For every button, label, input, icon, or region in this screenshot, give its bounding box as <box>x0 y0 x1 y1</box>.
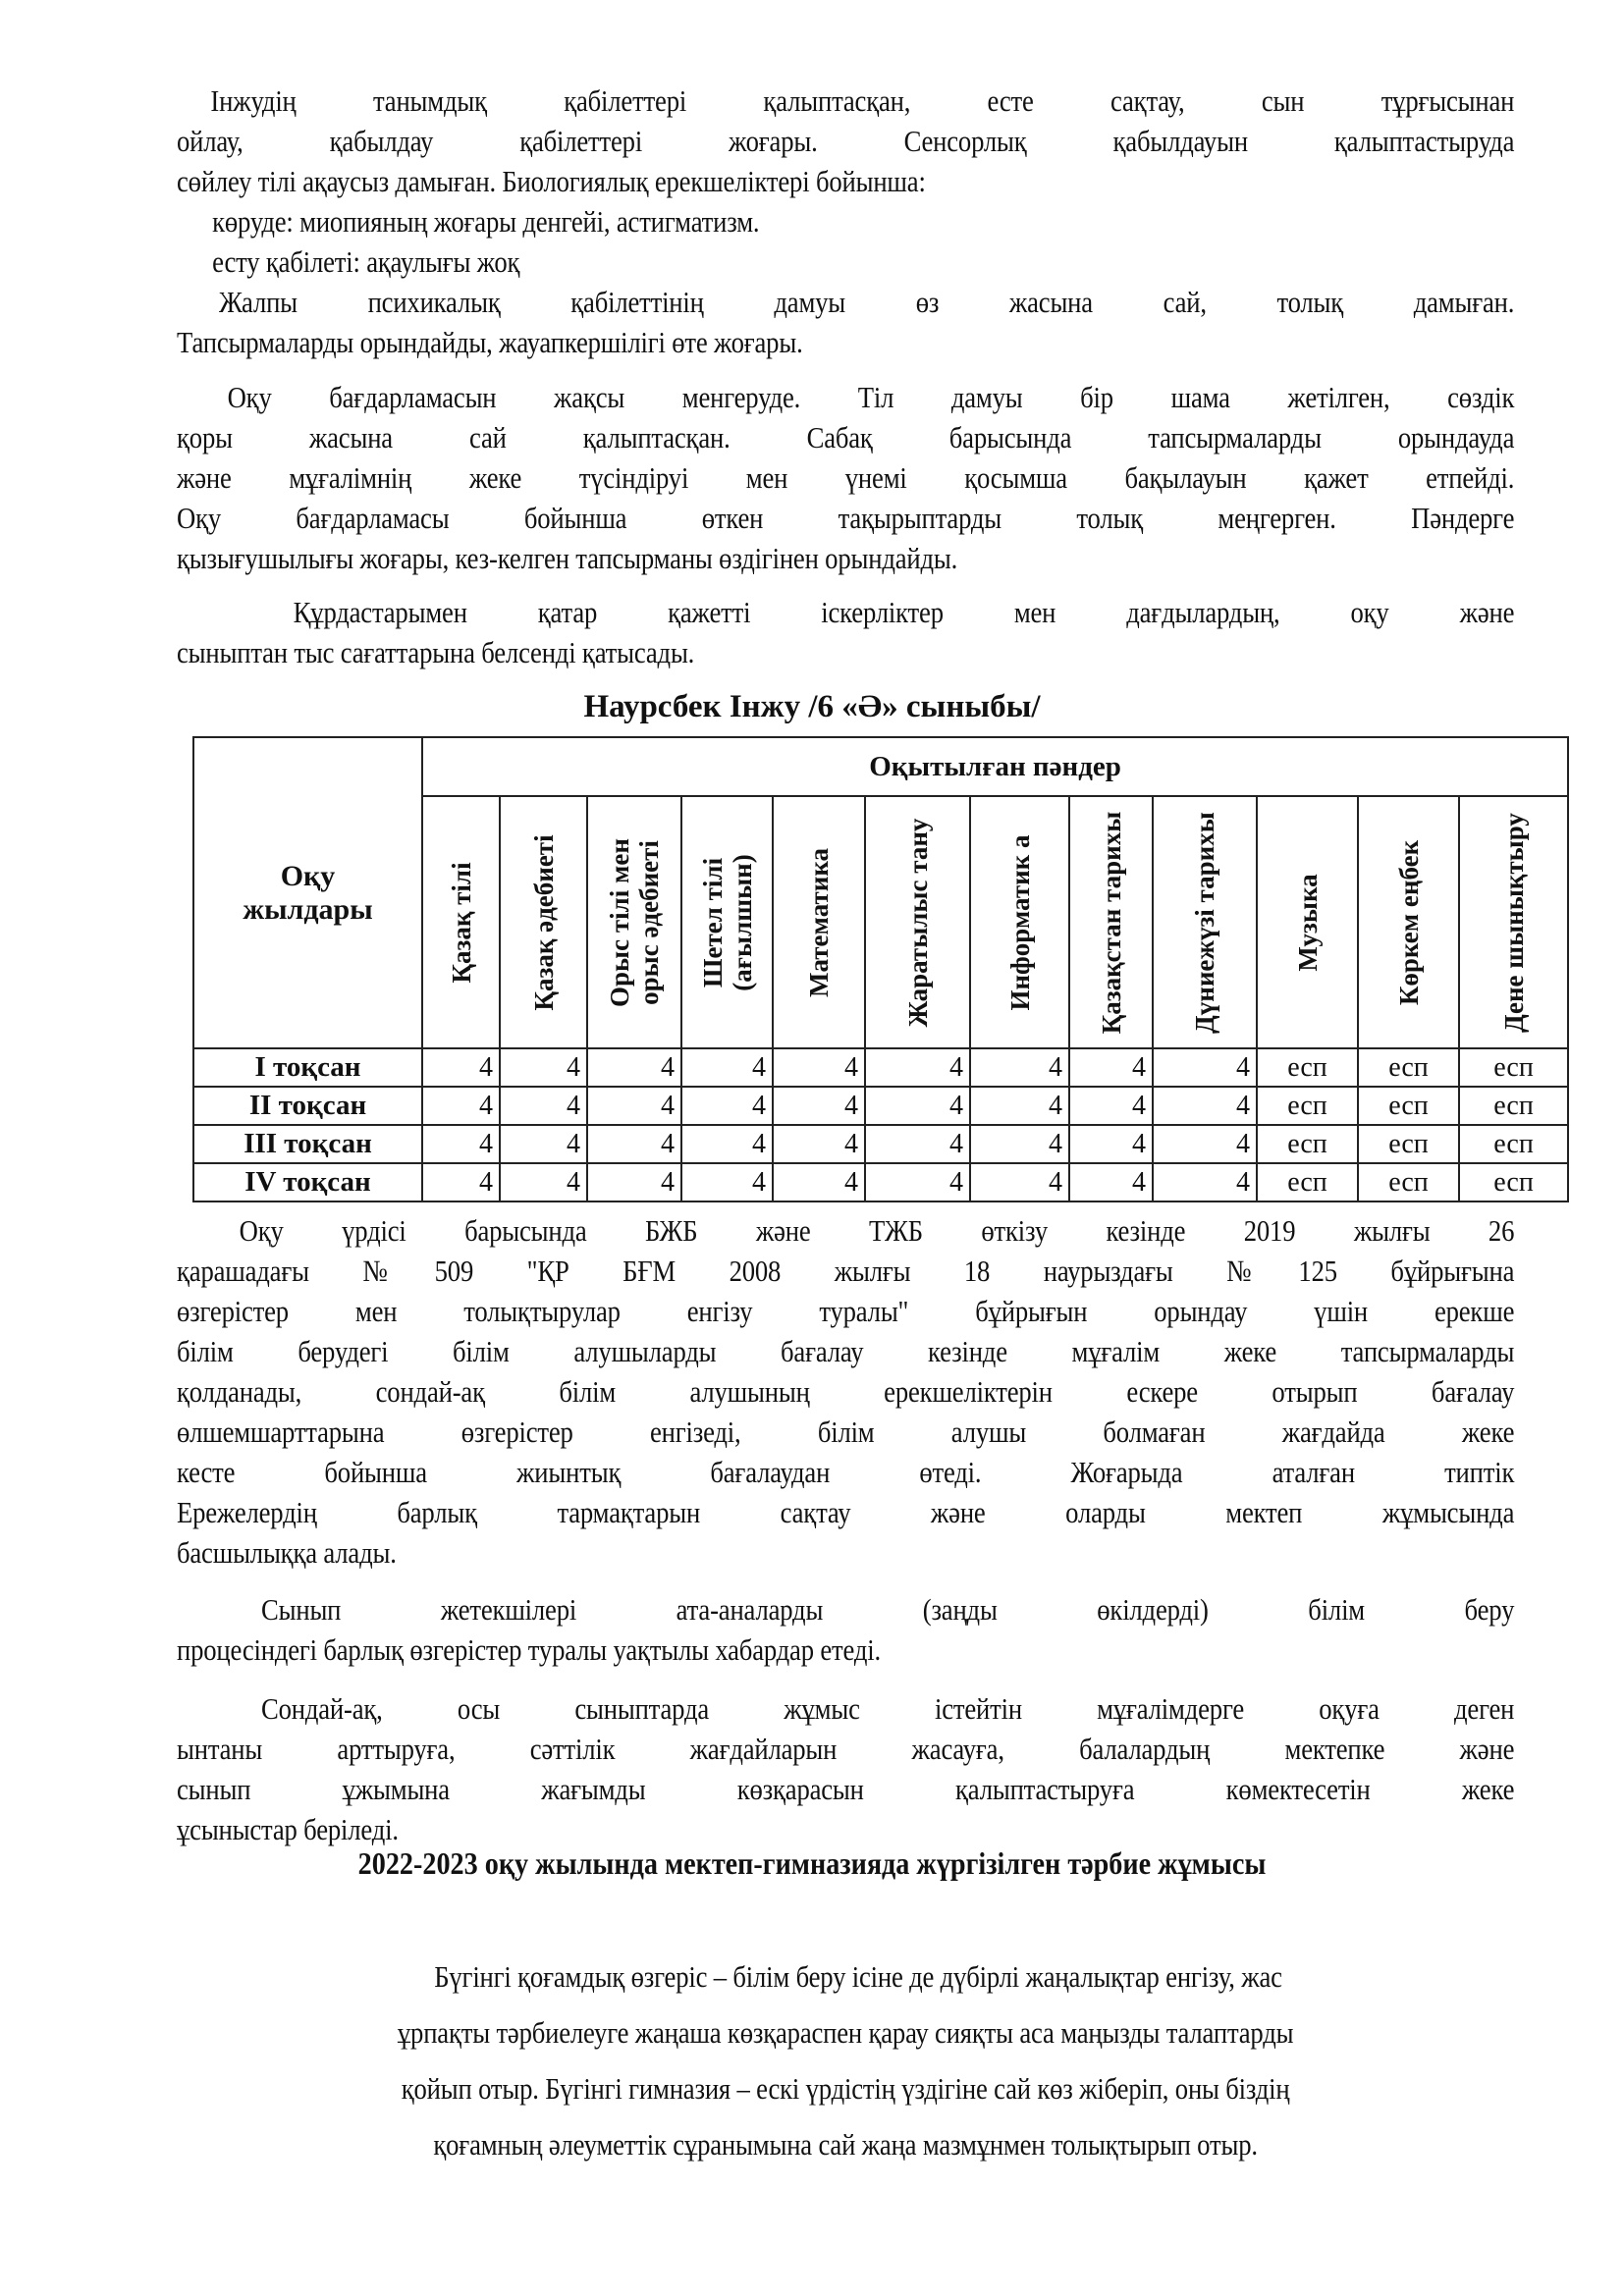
text-line: басшылыққа алады. <box>177 1535 397 1570</box>
column-header-world-history: Дүниежүзі тарихы <box>1153 796 1257 1048</box>
paragraph-teacher-recommendations <box>177 1688 1514 1849</box>
column-header-mathematics: Математика <box>773 796 865 1048</box>
grade-cell: 4 <box>1069 1163 1153 1201</box>
column-header-kazakh-literature: Қазақ әдебиеті <box>500 796 587 1048</box>
column-header-music: Музыка <box>1257 796 1358 1048</box>
table-title: Наурсбек Інжу /6 «Ә» сыныбы/ <box>583 689 1041 724</box>
row-label: ІІІ тоқсан <box>193 1125 422 1163</box>
grade-cell: 4 <box>681 1087 773 1125</box>
text-line: Тапсырмаларды орындайды, жауапкершілігі өте жоғары. <box>177 325 803 359</box>
grade-cell: есп <box>1257 1087 1358 1125</box>
text-line: қоры жасына сай қалыптасқан. Сабақ барысында тапсырмаларды орындауда <box>177 420 1515 454</box>
table-header-row-group <box>193 737 1568 796</box>
grades-table <box>192 736 1569 1202</box>
grade-cell: 4 <box>970 1125 1069 1163</box>
text-line: ұрпақты тәрбиелеуге жаңаша көзқараспен қарау сияқты аса маңызды талаптарды <box>397 2015 1294 2050</box>
row-label: ІІ тоқсан <box>193 1087 422 1125</box>
text-line: Оқу бағдарламасы бойынша өткен тақырыптарды толық меңгерген. Пәндерге <box>177 501 1515 535</box>
column-header-study-period <box>193 737 422 1048</box>
grade-cell: 4 <box>681 1163 773 1201</box>
paragraph-psychological-development <box>177 282 1514 362</box>
text-line: қойып отыр. Бүгінгі гимназия – ескі үрдістің үздігіне сай көз жіберіп, оны біздің <box>401 2071 1290 2106</box>
text-line: өлшемшарттарына өзгерістер енгізеді, білім алушы болмаған жағдайда жеке <box>177 1415 1515 1449</box>
text-line: сыныптан тыс сағаттарына белсенді қатысады. <box>177 635 695 669</box>
text-line: Ережелердің барлық тармақтарын сақтау және оларды мектеп жұмысында <box>177 1495 1515 1529</box>
grade-cell: 4 <box>1069 1125 1153 1163</box>
paragraph-peers-activity <box>177 592 1514 672</box>
grade-cell: 4 <box>773 1163 865 1201</box>
column-header-natural-science: Жаратылыс тану <box>865 796 970 1048</box>
grade-cell: 4 <box>681 1048 773 1087</box>
text-line: қолданады, сондай-ақ білім алушының ерекшеліктерін ескере отырып бағалау <box>177 1374 1515 1409</box>
text-line: және мұғалімнің жеке түсіндіруі мен үнемі қосымша бақылауын қажет етпейді. <box>177 460 1515 495</box>
column-group-header-subjects: Оқытылған пәндер <box>422 737 1568 796</box>
grade-cell: 4 <box>500 1048 587 1087</box>
column-header-label: Оқу жылдары <box>243 859 373 926</box>
column-header-kazakh-language: Қазақ тілі <box>422 796 500 1048</box>
text-line: ынтаны арттыруға, сәттілік жағдайларын жасауға, балалардың мектепке және <box>177 1732 1515 1766</box>
column-header-russian-language-literature: Орыс тілі мен орыс әдебиеті <box>587 796 681 1048</box>
grade-cell: есп <box>1358 1087 1459 1125</box>
text-line: кесте бойынша жиынтық бағалаудан өтеді. Жоғарыда аталған типтік <box>177 1455 1515 1489</box>
text-line: сынып ұжымына жағымды көзқарасын қалыптастыруға көмектесетін жеке <box>177 1772 1515 1806</box>
grade-cell: 4 <box>773 1125 865 1163</box>
grade-cell: 4 <box>1069 1087 1153 1125</box>
grade-cell: 4 <box>865 1087 970 1125</box>
grade-cell: 4 <box>422 1087 500 1125</box>
table-row-quarter-2 <box>193 1087 1568 1125</box>
paragraph-learning-program <box>177 377 1514 578</box>
grade-cell: 4 <box>865 1125 970 1163</box>
grade-cell: есп <box>1358 1048 1459 1087</box>
column-header-informatics: Информатик а <box>970 796 1069 1048</box>
grade-cell: 4 <box>970 1048 1069 1087</box>
grade-cell: есп <box>1459 1125 1568 1163</box>
grade-cell: 4 <box>865 1163 970 1201</box>
text-line: Жалпы психикалық қабілеттінің дамуы өз жасына сай, толық дамыған. <box>219 285 1515 319</box>
paragraph-vision <box>177 201 1514 241</box>
text-line: ұсыныстар беріледі. <box>177 1812 399 1846</box>
text-line: Інжудің танымдық қабілеттері қалыптасқан, есте сақтау, сын тұрғысынан <box>210 83 1515 118</box>
grade-cell: есп <box>1459 1048 1568 1087</box>
grade-cell: 4 <box>587 1048 681 1087</box>
column-header-physical-education: Дене шынықтыру <box>1459 796 1568 1048</box>
grade-cell: есп <box>1459 1163 1568 1201</box>
text-line: білім берудегі білім алушыларды бағалау кезінде мұғалім жеке тапсырмаларды <box>177 1334 1515 1368</box>
grade-cell: есп <box>1459 1087 1568 1125</box>
table-row-quarter-4 <box>193 1163 1568 1201</box>
grade-cell: 4 <box>587 1125 681 1163</box>
text-line: Сондай-ақ, осы сыныптарда жұмыс істейтін мұғалімдерге оқуға деген <box>261 1691 1515 1726</box>
paragraph-cognitive-abilities <box>177 80 1514 201</box>
text-line: Сынып жетекшілері ата-аналарды (заңды өкілдерді) білім беру <box>261 1592 1515 1627</box>
row-label: І тоқсан <box>193 1048 422 1087</box>
table-row-quarter-3 <box>193 1125 1568 1163</box>
text-line: Оқу бағдарламасын жақсы менгеруде. Тіл дамуы бір шама жетілген, сөздік <box>227 380 1515 414</box>
row-label: ІV тоқсан <box>193 1163 422 1201</box>
grade-cell: 4 <box>970 1087 1069 1125</box>
grade-cell: 4 <box>865 1048 970 1087</box>
grade-cell: 4 <box>1153 1087 1257 1125</box>
grade-cell: 4 <box>587 1087 681 1125</box>
grade-cell: 4 <box>422 1163 500 1201</box>
grade-cell: 4 <box>422 1125 500 1163</box>
text-line: процесіндегі барлық өзгерістер туралы уақтылы хабардар етеді. <box>177 1632 881 1667</box>
text-line: сөйлеу тілі ақаусыз дамыған. Биологиялық ерекшеліктері бойынша: <box>177 164 926 198</box>
grade-cell: 4 <box>500 1125 587 1163</box>
grade-cell: 4 <box>500 1163 587 1201</box>
grade-cell: 4 <box>681 1125 773 1163</box>
grade-cell: 4 <box>1153 1163 1257 1201</box>
grade-cell: 4 <box>1069 1048 1153 1087</box>
column-header-art-labor: Көркем еңбек <box>1358 796 1459 1048</box>
grade-cell: есп <box>1257 1048 1358 1087</box>
text-line: өзгерістер мен толықтырулар енгізу туралы" бұйрығын орындау үшін ерекше <box>177 1294 1515 1328</box>
paragraph-assessment-order <box>177 1210 1514 1573</box>
grade-cell: 4 <box>500 1087 587 1125</box>
paragraph-modern-changes <box>177 1949 1514 2172</box>
grade-cell: 4 <box>1153 1125 1257 1163</box>
text-line: Оқу үрдісі барысында БЖБ және ТЖБ өткізу кезінде 2019 жылғы 26 <box>239 1213 1515 1248</box>
text-line: қызығушылығы жоғары, кез-келген тапсырманы өздігінен орындайды. <box>177 541 958 575</box>
text-line: Бүгінгі қоғамдық өзгеріс – білім беру ісіне де дүбірлі жаңалықтар енгізу, жас <box>434 1959 1282 1994</box>
text-line: ойлау, қабылдау қабілеттері жоғары. Сенсорлық қабылдауын қалыптастыруда <box>177 124 1515 158</box>
table-row-quarter-1 <box>193 1048 1568 1087</box>
section-heading: 2022-2023 оқу жылында мектеп-гимназияда жүргізілген тәрбие жұмысы <box>357 1845 1267 1881</box>
paragraph-class-teachers <box>177 1589 1514 1670</box>
grade-cell: 4 <box>773 1087 865 1125</box>
grade-cell: есп <box>1358 1163 1459 1201</box>
text-line: Құрдастарымен қатар қажетті іскерліктер мен дағдылардың, оқу және <box>293 595 1515 629</box>
grade-cell: 4 <box>773 1048 865 1087</box>
grade-cell: 4 <box>970 1163 1069 1201</box>
grade-cell: есп <box>1257 1125 1358 1163</box>
grade-cell: 4 <box>422 1048 500 1087</box>
paragraph-hearing <box>177 241 1514 282</box>
grade-cell: 4 <box>587 1163 681 1201</box>
text-line: қарашадағы №509 "ҚР БҒМ 2008 жылғы 18 наурыздағы №125 бұйрығына <box>177 1254 1515 1288</box>
column-header-kazakhstan-history: Қазақстан тарихы <box>1069 796 1153 1048</box>
text-line: көруде: миопияның жоғары денгейі, астигматизм. <box>212 204 760 239</box>
grade-cell: есп <box>1358 1125 1459 1163</box>
text-line: қоғамның әлеуметтік сұранымына сай жаңа мазмұнмен толықтырып отыр. <box>433 2127 1258 2162</box>
grade-cell: 4 <box>1153 1048 1257 1087</box>
column-header-foreign-language: Шетел тілі (ағылшын) <box>681 796 773 1048</box>
text-line: есту қабілеті: ақаулығы жоқ <box>212 244 520 279</box>
grade-cell: есп <box>1257 1163 1358 1201</box>
